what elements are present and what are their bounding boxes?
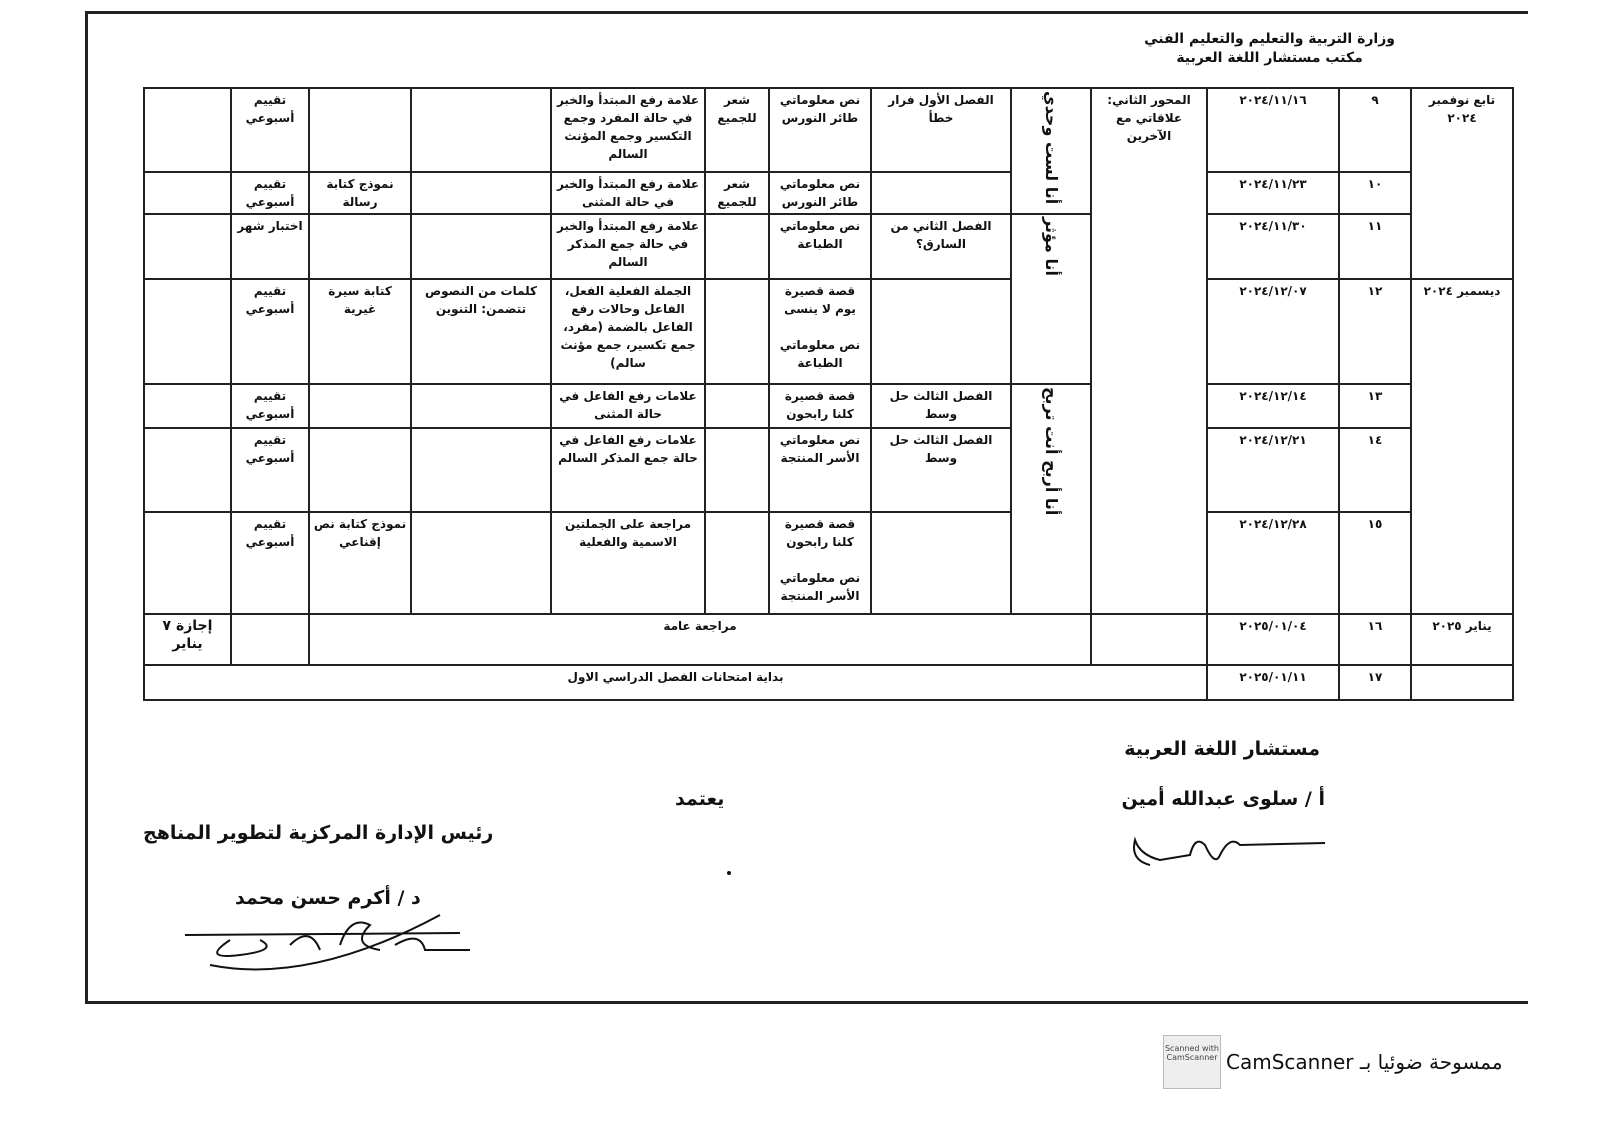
week-date: ٢٠٢٤/١٢/٢٨ (1207, 512, 1339, 614)
review-label: مراجعة عامة (309, 614, 1091, 665)
poetry-cell (705, 512, 769, 614)
axis-cell: المحور الثاني: علاقاتي مع الآخرين (1091, 88, 1207, 614)
unit-cell: أنا لست وحدي (1011, 88, 1091, 214)
spelling-cell (411, 172, 551, 214)
exam-row (144, 665, 1513, 700)
exam-label: بداية امتحانات الفصل الدراسي الاول (144, 665, 1207, 700)
notes-cell (144, 428, 231, 512)
text-cell: قصة قصيرة يوم لا ينسى نص معلوماتي الطباعة (769, 279, 871, 384)
grammar-cell: علامة رفع المبتدأ والخبر في حالة جمع المذكر السالم (551, 214, 705, 279)
text-cell: نص معلوماتي الطباعة (769, 214, 871, 279)
text-cell: نص معلوماتي طائر النورس (769, 88, 871, 172)
assessment-cell: تقييم أسبوعي (231, 384, 309, 428)
writing-cell (309, 384, 411, 428)
week-date: ٢٠٢٤/١١/٢٣ (1207, 172, 1339, 214)
spelling-cell (411, 88, 551, 172)
writing-cell (309, 428, 411, 512)
poetry-cell: شعر للجميع (705, 172, 769, 214)
notes-cell (144, 172, 231, 214)
head-title: رئيس الإدارة المركزية لتطوير المناهج (143, 822, 494, 844)
poetry-cell: شعر للجميع (705, 88, 769, 172)
table-row (144, 214, 1513, 279)
assessment-cell (231, 614, 309, 665)
writing-cell: كتابة سيرة غيرية (309, 279, 411, 384)
week-date: ٢٠٢٤/١١/١٦ (1207, 88, 1339, 172)
text-cell: قصة قصيرة كلنا رابحون (769, 384, 871, 428)
poetry-cell (705, 214, 769, 279)
table-row (144, 512, 1513, 614)
assessment-cell: اختبار شهر (231, 214, 309, 279)
week-number: ١٤ (1339, 428, 1411, 512)
notes-cell (144, 88, 231, 172)
advisor-name: أ / سلوى عبدالله أمين (1121, 788, 1325, 810)
week-date: ٢٠٢٤/١٢/٠٧ (1207, 279, 1339, 384)
approve-label: يعتمد (675, 788, 725, 810)
grammar-cell: علامات رفع الفاعل في حالة جمع المذكر السالم (551, 428, 705, 512)
unit-cell: أنا أربح أنت تربح (1011, 384, 1091, 614)
office-name: مكتب مستشار اللغة العربية (1176, 50, 1363, 66)
month-cell: يناير ٢٠٢٥ (1411, 614, 1513, 665)
week-date: ٢٠٢٤/١٢/١٤ (1207, 384, 1339, 428)
week-number: ١٣ (1339, 384, 1411, 428)
grammar-cell: مراجعة على الجملتين الاسمية والفعلية (551, 512, 705, 614)
notes-cell (144, 214, 231, 279)
assessment-cell: تقييم أسبوعي (231, 512, 309, 614)
week-date: ٢٠٢٥/٠١/٠٤ (1207, 614, 1339, 665)
month-cell (1411, 665, 1513, 700)
assessment-cell: تقييم أسبوعي (231, 88, 309, 172)
week-number: ٩ (1339, 88, 1411, 172)
week-date: ٢٠٢٤/١١/٣٠ (1207, 214, 1339, 279)
writing-cell (309, 88, 411, 172)
lesson-cell: الفصل الأول فرار خطأ (871, 88, 1011, 172)
lesson-cell (871, 279, 1011, 384)
notes-cell (144, 279, 231, 384)
table-row (144, 428, 1513, 512)
lesson-cell (871, 512, 1011, 614)
month-cell: ديسمبر ٢٠٢٤ (1411, 279, 1513, 614)
spelling-cell (411, 428, 551, 512)
week-date: ٢٠٢٥/٠١/١١ (1207, 665, 1339, 700)
notes-cell (144, 512, 231, 614)
writing-cell: نموذج كتابة نص إقناعي (309, 512, 411, 614)
review-row (144, 614, 1513, 665)
week-number: ١٥ (1339, 512, 1411, 614)
spelling-cell (411, 512, 551, 614)
camscanner-badge: Scanned with CamScanner (1163, 1035, 1221, 1089)
grammar-cell: علامة رفع المبتدأ والخبر في حالة المثنى (551, 172, 705, 214)
lesson-plan-table (143, 87, 1514, 701)
advisor-title: مستشار اللغة العربية (1124, 738, 1320, 760)
spelling-cell: كلمات من النصوص تتضمن: التنوين (411, 279, 551, 384)
table-row (144, 384, 1513, 428)
week-number: ١٢ (1339, 279, 1411, 384)
lesson-cell: الفصل الثالث حل وسط (871, 384, 1011, 428)
assessment-cell: تقييم أسبوعي (231, 172, 309, 214)
week-number: ١٠ (1339, 172, 1411, 214)
table-row (144, 172, 1513, 214)
month-cell: تابع نوفمبر ٢٠٢٤ (1411, 88, 1513, 279)
table-row (144, 279, 1513, 384)
advisor-signature (1120, 815, 1340, 875)
lesson-cell (871, 172, 1011, 214)
week-date: ٢٠٢٤/١٢/٢١ (1207, 428, 1339, 512)
dot-mark (727, 871, 731, 875)
assessment-cell: تقييم أسبوعي (231, 428, 309, 512)
lesson-cell: الفصل الثالث حل وسط (871, 428, 1011, 512)
week-number: ١١ (1339, 214, 1411, 279)
notes-cell (144, 384, 231, 428)
document-header (1144, 30, 1395, 68)
head-signature (180, 905, 480, 985)
table-row (144, 88, 1513, 172)
week-number: ١٦ (1339, 614, 1411, 665)
text-cell: نص معلوماتي الأسر المنتجة (769, 428, 871, 512)
writing-cell (309, 214, 411, 279)
poetry-cell (705, 279, 769, 384)
grammar-cell: علامة رفع المبتدأ والخبر في حالة المفرد وجمع التكسير وجمع المؤنث السالم (551, 88, 705, 172)
assessment-cell: تقييم أسبوعي (231, 279, 309, 384)
grammar-cell: الجملة الفعلية الفعل، الفاعل وحالات رفع الفاعل بالضمة (مفرد، جمع تكسير، جمع مؤنث سالم) (551, 279, 705, 384)
axis-cell-empty (1091, 614, 1207, 665)
lesson-cell: الفصل الثاني من السارق؟ (871, 214, 1011, 279)
spelling-cell (411, 384, 551, 428)
head-name: د / أكرم حسن محمد (235, 887, 421, 909)
camscanner-text: CamScanner ممسوحة ضوئيا بـ (1226, 1050, 1503, 1074)
week-number: ١٧ (1339, 665, 1411, 700)
unit-cell: أنا مؤثر (1011, 214, 1091, 384)
text-cell: قصة قصيرة كلنا رابحون نص معلوماتي الأسر المنتجة (769, 512, 871, 614)
spelling-cell (411, 214, 551, 279)
writing-cell: نموذج كتابة رسالة (309, 172, 411, 214)
poetry-cell (705, 428, 769, 512)
grammar-cell: علامات رفع الفاعل في حالة المثنى (551, 384, 705, 428)
poetry-cell (705, 384, 769, 428)
ministry-name: وزارة التربية والتعليم والتعليم الفني (1144, 31, 1395, 47)
notes-cell: إجازة ٧ يناير (144, 614, 231, 665)
text-cell: نص معلوماتي طائر النورس (769, 172, 871, 214)
